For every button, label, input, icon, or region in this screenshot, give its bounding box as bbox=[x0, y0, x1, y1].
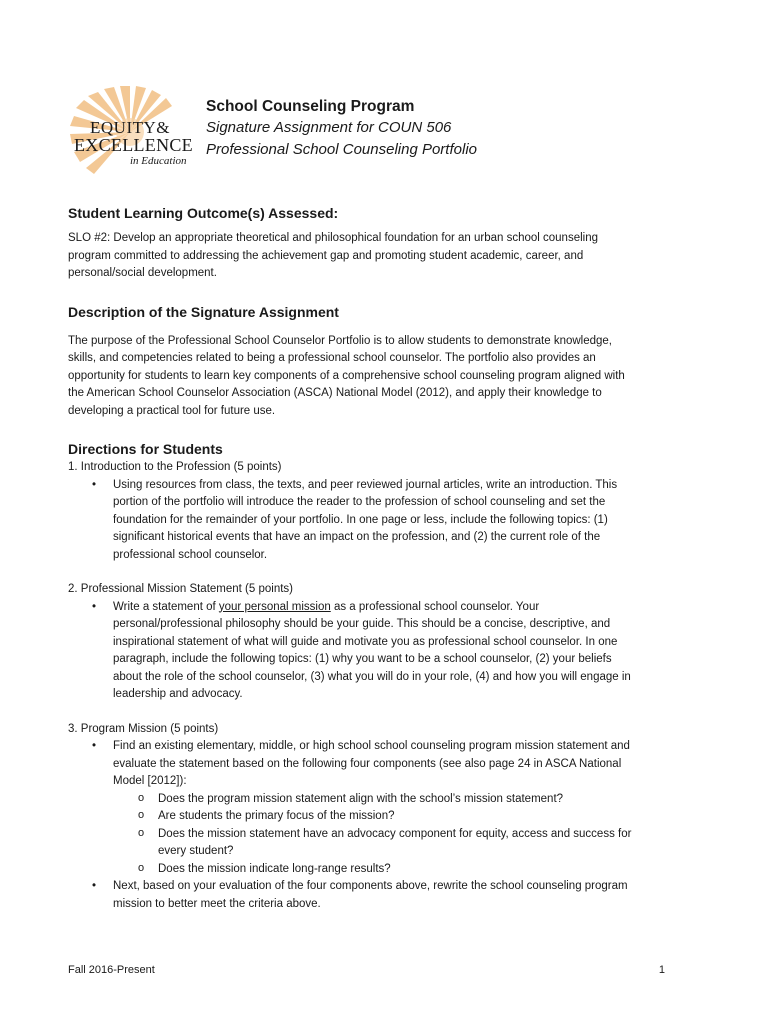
description-line: opportunity for students to learn key components of a comprehensive school counseling program aligned with bbox=[68, 369, 625, 382]
item-title: 3. Program Mission (5 points) bbox=[68, 722, 219, 735]
assignment-subtitle: Signature Assignment for COUN 506 bbox=[206, 119, 452, 136]
sub-item: o Does the mission indicate long-range results? bbox=[113, 861, 698, 879]
description-heading: Description of the Signature Assignment bbox=[68, 303, 339, 320]
directions-heading: Directions for Students bbox=[68, 441, 223, 457]
slo-heading: Student Learning Outcome(s) Assessed: bbox=[68, 205, 339, 221]
bullet-item: • Write a statement of your personal mission as a professional school counselor. Your personal/professional philosophy should be your guide. This should be a concise, descriptive, and inspirational statement of what will guide and motivate you as professional school counselor. In one paragraph, include the following topics: (1) why you want to be a school counselor, (2) your beliefs about the role of the school counselor, (3) what you will do in your role, (4) and how you will engage in leadership and advocacy. bbox=[68, 599, 698, 704]
sub-item: o Does the mission statement have an advocacy component for equity, access and success for every student? bbox=[113, 826, 698, 861]
description-text bbox=[68, 333, 698, 421]
description-line: skills, and competencies related to being a professional school counselor. The portfolio also provides an bbox=[68, 352, 596, 364]
program-title: School Counseling Program bbox=[206, 98, 415, 115]
logo-line-excellence: EXCELLENCE bbox=[74, 135, 193, 155]
direction-item-1 bbox=[68, 459, 698, 564]
equity-excellence-logo bbox=[68, 86, 198, 178]
bullet-item: • Using resources from class, the texts, and peer reviewed journal articles, write an introduction. This portion of the portfolio will introduce the reader to the profession of school counseling and set the foundation for the remainder of your portfolio. In one page or less, include the following topics: (1) significant historical events that have an impact on the profession, and (2) the current role of the professional school counselor. bbox=[68, 477, 698, 565]
item-title: 2. Professional Mission Statement (5 points) bbox=[68, 583, 293, 595]
slo-text bbox=[68, 230, 698, 283]
direction-item-2 bbox=[68, 581, 698, 704]
description-line: The purpose of the Professional School Counselor Portfolio is to allow students to demonstrate knowledge, bbox=[68, 334, 613, 347]
sub-item: o Does the program mission statement align with the school’s mission statement? bbox=[113, 791, 698, 809]
slo-line: SLO #2: Develop an appropriate theoretical and philosophical foundation for an urban school counseling bbox=[68, 232, 598, 244]
logo-line-equity: EQUITY& bbox=[90, 118, 170, 137]
item-title: 1. Introduction to the Profession (5 points) bbox=[68, 461, 282, 473]
underlined-phrase: your personal mission bbox=[218, 600, 331, 613]
footer-term: Fall 2016-Present bbox=[68, 964, 155, 976]
description-line: developing a practical tool for future use. bbox=[68, 404, 276, 417]
direction-item-3 bbox=[68, 721, 698, 914]
logo-line-education: in Education bbox=[130, 155, 187, 167]
portfolio-subtitle: Professional School Counseling Portfolio bbox=[206, 141, 477, 158]
slo-line: personal/social development. bbox=[68, 267, 217, 279]
bullet-item: • Next, based on your evaluation of the four components above, rewrite the school counseling program mission to better meet the criteria above. bbox=[68, 878, 698, 913]
bullet-item: • Find an existing elementary, middle, or high school school counseling program mission statement and evaluate the statement based on the following four components (see also page 24 in ASCA National Model [2012]): o Does the program mission statement align with the school’s mission statement? o Are students the primary focus of the mission? o Does the mission statement have an advocacy component for equity, access and success for every student? o Does the mission indicate long-range results? bbox=[68, 738, 698, 878]
page-number: 1 bbox=[658, 964, 665, 976]
document-body bbox=[68, 203, 698, 913]
document-header bbox=[206, 97, 477, 161]
sub-item: o Are students the primary focus of the mission? bbox=[113, 808, 698, 826]
slo-line: program committed to addressing the achievement gap and promoting student academic, career, and bbox=[68, 249, 584, 262]
description-line: the American School Counselor Association (ASCA) National Model (2012), and apply their knowledge to bbox=[68, 387, 602, 399]
